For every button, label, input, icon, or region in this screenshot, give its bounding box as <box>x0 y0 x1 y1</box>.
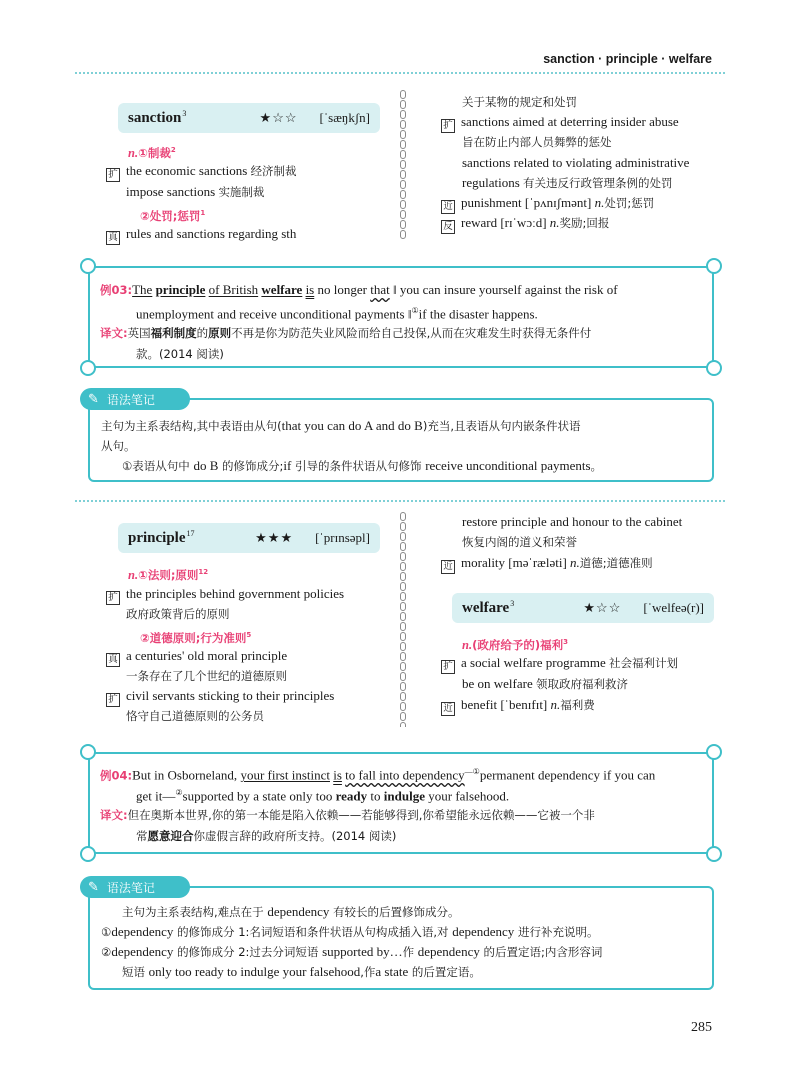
real-exam-translation: 关于某物的规定和处罚 <box>462 95 577 109</box>
extension-item: 扩 civil servants sticking to their principles <box>106 686 334 707</box>
extension-item: 扩 the economic sanctions 经济制裁 <box>106 161 297 182</box>
pen-icon: ✎ <box>88 879 99 895</box>
frequency-stars: ★☆☆ <box>583 600 622 615</box>
extension-item: sanctions related to violating administrative <box>462 155 690 170</box>
real-marker: 真 <box>106 231 120 245</box>
example-03-translation: 译文:英国福利制度的原则不再是你为防范失业风险而给自己投保,从而在灾难发生时获得无条件付 <box>100 326 592 340</box>
example-04-translation-cont: 常愿意迎合你虚假言辞的政府所支持。(2014 阅读) <box>136 829 397 843</box>
extension-item: 扩 the principles behind government policies <box>106 584 344 605</box>
corner-ornament <box>706 258 722 274</box>
example-04-line-2: get it—②supported by a state only too ready to indulge your falsehood. <box>136 788 510 804</box>
example-04-line-1: 例04:But in Osborneland, your first instinct is to fall into dependency—①permanent dependency if you can <box>100 767 656 783</box>
extension-item: 扩 sanctions aimed at deterring insider abuse <box>441 112 679 133</box>
ext-marker: 扩 <box>106 168 120 182</box>
extension-translation: 恢复内阁的道义和荣誉 <box>462 535 577 549</box>
extension-item: regulations 有关违反行政管理条例的处罚 <box>462 175 673 190</box>
corner-ornament <box>80 360 96 376</box>
ant-marker: 反 <box>441 220 455 234</box>
welfare-headword-box <box>452 593 714 623</box>
grammar-note-tab: ✎ 语法笔记 <box>80 876 190 898</box>
grammar-2-line-2: ①dependency 的修饰成分 1:名词短语和条件状语从句构成插入语,对 dependency 进行补充说明。 <box>101 924 599 939</box>
grammar-2-line-1: 主句为主系表结构,难点在于 dependency 有较长的后置修饰成分。 <box>122 904 460 919</box>
sanction-headword-box <box>118 103 380 133</box>
grammar-2-line-3: ②dependency 的修饰成分 2:过去分词短语 supported by…作 dependency 的后置定语;内含形容词 <box>101 944 603 959</box>
extension-translation: 旨在防止内部人员舞弊的惩处 <box>462 135 612 149</box>
real-exam-item: 真 rules and sanctions regarding sth <box>106 224 296 245</box>
grammar-1-line-1: 主句为主系表结构,其中表语由从句(that you can do A and do B)充当,且表语从句内嵌条件状语 <box>101 418 581 433</box>
example-tag: 例04: <box>100 768 133 783</box>
extension-item: 扩 a social welfare programme 社会福利计划 <box>441 653 678 674</box>
phonetic: [ˈprɪnsəpl] <box>315 530 370 545</box>
grammar-note-tab: ✎ 语法笔记 <box>80 388 190 410</box>
column-chain-divider <box>397 90 409 240</box>
real-exam-item: 真 a centuries' old moral principle <box>106 646 287 667</box>
page-number: 285 <box>691 1020 712 1035</box>
principle-headword-box <box>118 523 380 553</box>
headword: sanction$^3$ <box>128 109 187 126</box>
example-03-translation-cont: 款。(2014 阅读) <box>136 347 224 361</box>
example-03-line-2: unemployment and receive unconditional payments ‖①if the disaster happens. <box>136 306 538 322</box>
extension-translation: 恪守自己道德原则的公务员 <box>126 709 264 723</box>
header-rule <box>75 72 725 74</box>
section-separator <box>75 500 725 502</box>
headword: welfare$^3$ <box>462 599 515 616</box>
phonetic: [ˈwelfeə(r)] <box>643 600 704 615</box>
corner-ornament <box>80 846 96 862</box>
corner-ornament <box>80 258 96 274</box>
frequency-stars: ★☆☆ <box>259 110 298 125</box>
sense-1: n.①法则;原则$^{12}$ <box>128 567 209 582</box>
running-header: sanction · principle · welfare <box>543 52 712 66</box>
phonetic: [ˈsæŋkʃn] <box>319 110 370 125</box>
synonym-item: 近 morality [məˈræləti] n.道德;道德准则 <box>441 553 653 574</box>
synonym-item: 近 benefit [ˈbenɪfɪt] n.福利费 <box>441 695 595 716</box>
antonym-item: 反 reward [rɪˈwɔːd] n.奖励;回报 <box>441 213 609 234</box>
column-chain-divider <box>397 512 409 727</box>
corner-ornament <box>706 744 722 760</box>
example-tag: 例03: <box>100 283 133 297</box>
grammar-1-line-2: 从句。 <box>101 439 136 453</box>
corner-ornament <box>706 846 722 862</box>
sense-2: ②处罚;惩罚$^1$ <box>140 208 206 223</box>
extension-item: be on welfare 领取政府福利救济 <box>462 676 628 691</box>
synonym-item: 近 punishment [ˈpʌnɪʃmənt] n.处罚;惩罚 <box>441 193 654 214</box>
extension-item: impose sanctions 实施制裁 <box>126 184 265 199</box>
grammar-1-line-3: ①表语从句中 do B 的修饰成分;if 引导的条件状语从句修饰 receive unconditional payments。 <box>122 458 603 473</box>
sense-2: ②道德原则;行为准则$^5$ <box>140 630 252 645</box>
real-exam-translation: 一条存在了几个世纪的道德原则 <box>126 669 287 683</box>
corner-ornament <box>80 744 96 760</box>
corner-ornament <box>706 360 722 376</box>
example-04-translation: 译文:但在奥斯本世界,你的第一本能是陷入依赖——若能够得到,你希望能永远依赖——它被一个非 <box>100 808 595 822</box>
sense-1: n.(政府给予的)福利$^3$ <box>462 637 568 652</box>
headword: principle$^{17}$ <box>128 529 195 546</box>
example-03-line-1: 例03:The principle of British welfare is no longer that ‖ you can insure yourself against the risk of <box>100 282 618 297</box>
sense-1: n.①制裁$^2$ <box>128 145 176 160</box>
grammar-2-line-4: 短语 only too ready to indulge your falsehood,作a state 的后置定语。 <box>122 964 481 979</box>
extension-translation: 政府政策背后的原则 <box>126 607 230 621</box>
frequency-stars: ★★★ <box>255 530 294 545</box>
syn-marker: 近 <box>441 200 455 214</box>
pen-icon: ✎ <box>88 391 99 407</box>
extension-item: restore principle and honour to the cabinet <box>462 514 683 529</box>
